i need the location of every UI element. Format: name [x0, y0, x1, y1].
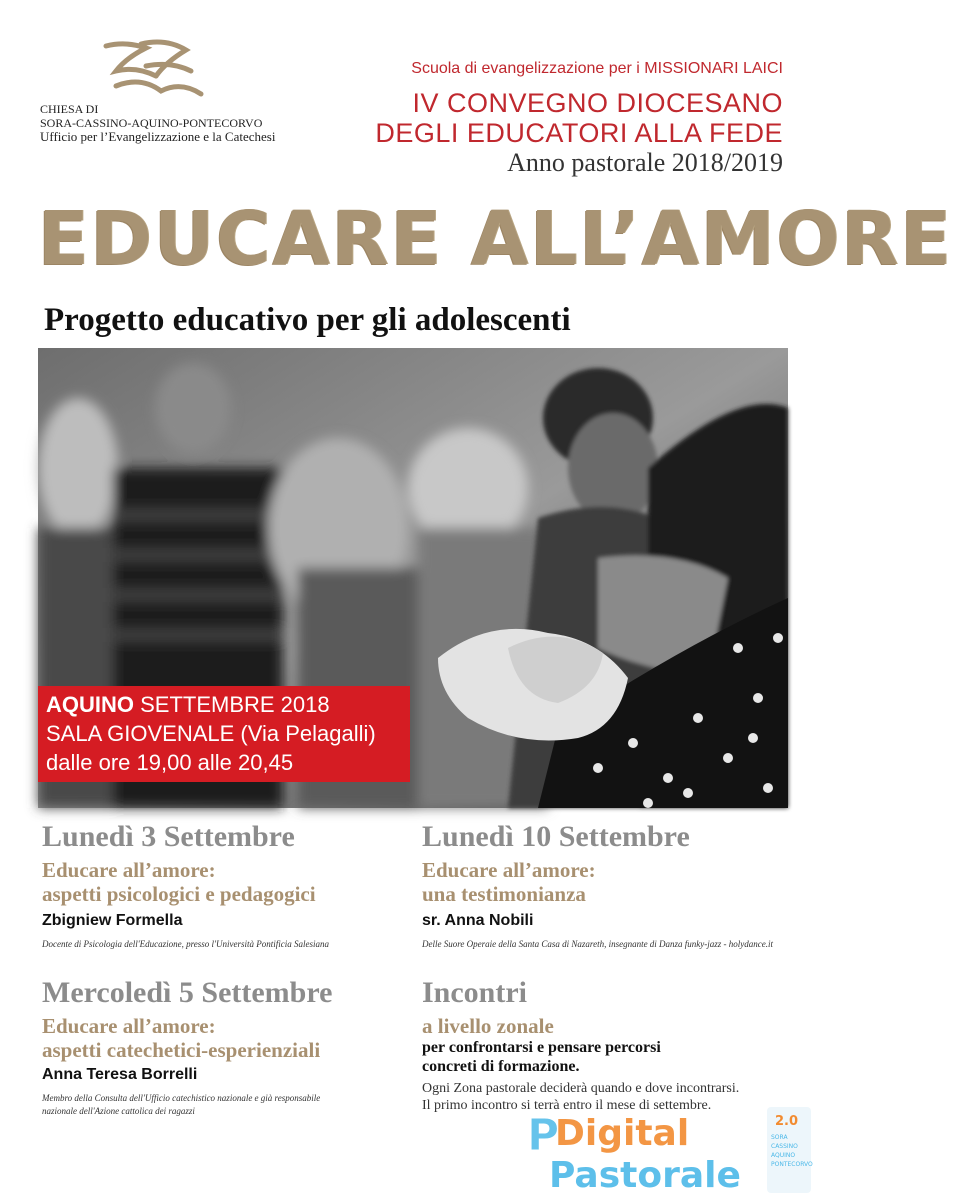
- incontri-line-1: per confrontarsi e pensare percorsi: [422, 1039, 661, 1056]
- speaker-1-note: Docente di Psicologia dell'Educazione, presso l'Università Pontificia Salesiana: [42, 939, 329, 949]
- day-2: Lunedì 10 Settembre: [422, 820, 690, 853]
- watermark-word2: Pastorale: [549, 1155, 741, 1196]
- event-month: SETTEMBRE 2018: [134, 692, 330, 717]
- watermark-p: P: [527, 1110, 560, 1161]
- topic-2a: Educare all’amore:: [422, 858, 596, 882]
- pastoral-year: Anno pastorale 2018/2019: [507, 148, 783, 177]
- watermark-side-1: SORA: [771, 1134, 788, 1141]
- main-title: EDUCARE ALL’AMORE: [38, 196, 953, 282]
- digital-pastorale-watermark: [525, 1105, 815, 1195]
- watermark-badge: 2.0: [775, 1114, 799, 1129]
- watermark-side-2: CASSINO: [771, 1143, 798, 1150]
- speaker-3-note-2: nazionale dell'Azione cattolica dei ragazzi: [42, 1106, 195, 1116]
- topic-2b: una testimonianza: [422, 882, 586, 906]
- watermark-side-4: PONTECORVO: [771, 1161, 813, 1168]
- speaker-3: Anna Teresa Borrelli: [42, 1066, 198, 1083]
- convegno-line-1: IV CONVEGNO DIOCESANO: [412, 88, 783, 118]
- event-time: dalle ore 19,00 alle 20,45: [46, 750, 294, 775]
- speaker-2: sr. Anna Nobili: [422, 912, 534, 929]
- speaker-2-note: Delle Suore Operaie della Santa Casa di Nazareth, insegnante di Danza funky-jazz - holydance.it: [422, 939, 774, 949]
- speaker-3-note-1: Membro della Consulta dell'Ufficio catechistico nazionale e già responsabile: [42, 1093, 321, 1103]
- event-venue: SALA GIOVENALE (Via Pelagalli): [46, 721, 376, 746]
- event-city: AQUINO: [46, 692, 134, 717]
- topic-3a: Educare all’amore:: [42, 1014, 216, 1038]
- day-3: Mercoledì 5 Settembre: [42, 976, 333, 1009]
- event-date-line: [46, 690, 410, 719]
- speaker-1: Zbigniew Formella: [42, 912, 183, 929]
- incontri-line-3: Ogni Zona pastorale deciderà quando e dove incontrarsi.: [422, 1081, 740, 1096]
- watermark-word1: Digital: [555, 1113, 690, 1154]
- topic-1a: Educare all’amore:: [42, 858, 216, 882]
- event-info-box: [38, 686, 410, 782]
- diocese-logo: [86, 36, 216, 106]
- school-line: Scuola di evangelizzazione per i MISSIONARI LAICI: [411, 60, 783, 77]
- watermark-side-3: AQUINO: [771, 1152, 796, 1159]
- incontri-line-2: concreti di formazione.: [422, 1058, 580, 1075]
- day-1: Lunedì 3 Settembre: [42, 820, 295, 853]
- subtitle: Progetto educativo per gli adolescenti: [44, 302, 571, 338]
- topic-3b: aspetti catechetici-esperienziali: [42, 1038, 321, 1062]
- org-line-2: SORA-CASSINO-AQUINO-PONTECORVO: [40, 116, 263, 130]
- org-line-1: CHIESA DI: [40, 102, 99, 116]
- convegno-line-2: DEGLI EDUCATORI ALLA FEDE: [375, 118, 783, 148]
- incontri-title: Incontri: [422, 976, 527, 1009]
- incontri-line-4: Il primo incontro si terrà entro il mese di settembre.: [422, 1098, 712, 1113]
- incontri-subtitle: a livello zonale: [422, 1014, 554, 1038]
- topic-1b: aspetti psicologici e pedagogici: [42, 882, 316, 906]
- org-line-3: Ufficio per l’Evangelizzazione e la Catechesi: [40, 129, 276, 144]
